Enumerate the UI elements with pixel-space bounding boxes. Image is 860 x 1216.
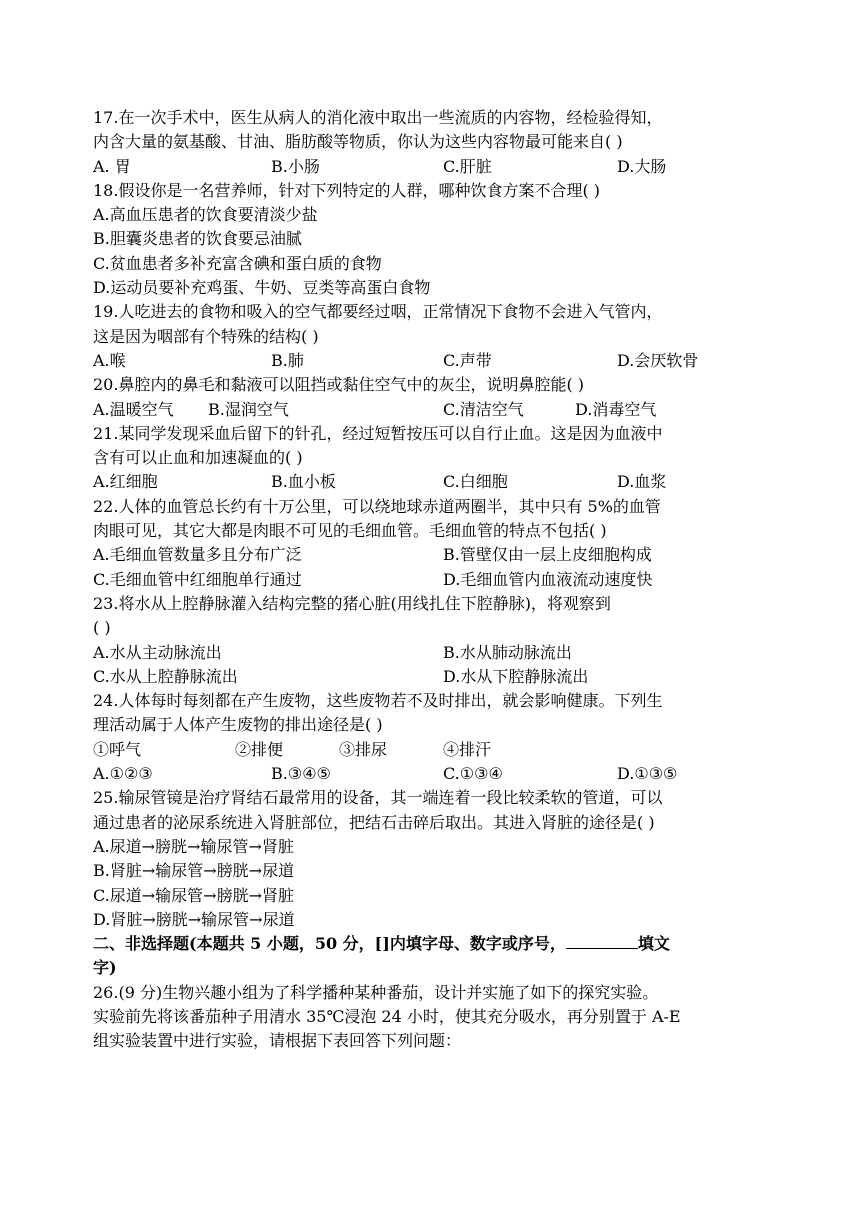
section-2-heading-line-2: 字) bbox=[93, 958, 117, 978]
q26-line-1: 26.(9 分)生物兴趣小组为了科学播种某种番茄，设计并实施了如下的探究实验。 bbox=[93, 982, 659, 1002]
q20-option-d: D.消毒空气 bbox=[575, 399, 657, 419]
q22-options-row-1 bbox=[93, 543, 773, 567]
q20-option-b: B.湿润空气 bbox=[208, 399, 289, 419]
q25-option-a: A.尿道→膀胱→输尿管→肾脏 bbox=[93, 836, 294, 856]
q26-line-3: 组实验装置中进行实验，请根据下表回答下列问题： bbox=[93, 1031, 462, 1051]
q25-option-c: C.尿道→输尿管→膀胱→肾脏 bbox=[93, 885, 294, 905]
q17-option-d: D.大肠 bbox=[617, 156, 667, 176]
q23-option-c: C.水从上腔静脉流出 bbox=[93, 666, 238, 686]
q22-option-b: B.管壁仅由一层上皮细胞构成 bbox=[443, 545, 652, 565]
q17-option-a: A. 胃 bbox=[93, 156, 131, 176]
q25-stem-line-1: 25.输尿管镜是治疗肾结石最常用的设备，其一端连着一段比较柔软的管道，可以 bbox=[93, 788, 663, 808]
q23-options-row-1 bbox=[93, 641, 773, 665]
q17-option-c: C.肝脏 bbox=[443, 156, 492, 176]
q25-option-b: B.肾脏→输尿管→膀胱→尿道 bbox=[93, 861, 295, 881]
section-2-heading-text: 二、非选择题(本题共 5 小题，50 分，[]内填字母、数字或序号， bbox=[93, 934, 566, 954]
q19-option-b: B.肺 bbox=[271, 350, 304, 370]
q18-option-a: A.高血压患者的饮食要清淡少盐 bbox=[93, 205, 318, 225]
q23-option-d: D.水从下腔静脉流出 bbox=[443, 666, 589, 686]
q22-option-d: D.毛细血管内血液流动速度快 bbox=[443, 569, 653, 589]
q21-option-a: A.红细胞 bbox=[93, 472, 158, 492]
q23-option-b: B.水从肺动脉流出 bbox=[443, 642, 572, 662]
q24-item-1: ①呼气 bbox=[93, 739, 142, 759]
q24-option-d: D.①③⑤ bbox=[617, 764, 678, 784]
q24-stem-line-1: 24.人体每时每刻都在产生废物，这些废物若不及时排出，就会影响健康。下列生 bbox=[93, 691, 663, 711]
q24-item-4: ④排汗 bbox=[443, 739, 492, 759]
q24-option-c: C.①③④ bbox=[443, 764, 503, 784]
q24-item-3: ③排尿 bbox=[339, 739, 388, 759]
q19-option-d: D.会厌软骨 bbox=[617, 350, 699, 370]
q21-stem-line-2: 含有可以止血和加速凝血的( ) bbox=[93, 448, 303, 468]
q23-options-row-2 bbox=[93, 665, 773, 689]
q23-stem-line-1: 23.将水从上腔静脉灌入结构完整的猪心脏(用线扎住下腔静脉)，将观察到 bbox=[93, 593, 611, 613]
q24-item-2: ②排便 bbox=[235, 739, 284, 759]
q22-options-row-2 bbox=[93, 568, 773, 592]
q25-option-d: D.肾脏→膀胱→输尿管→尿道 bbox=[93, 909, 295, 929]
q20-options bbox=[93, 398, 773, 422]
q20-option-a: A.温暖空气 bbox=[93, 399, 174, 419]
q24-option-a: A.①②③ bbox=[93, 764, 153, 784]
q24-option-b: B.③④⑤ bbox=[271, 764, 331, 784]
q21-option-c: C.白细胞 bbox=[443, 472, 508, 492]
q18-option-c: C.贫血患者多补充富含碘和蛋白质的食物 bbox=[93, 253, 382, 273]
q17-stem-line-1: 17.在一次手术中，医生从病人的消化液中取出一些流质的内容物，经检验得知， bbox=[93, 108, 663, 127]
q21-option-d: D.血浆 bbox=[617, 472, 667, 492]
q23-stem-line-2: ( ) bbox=[93, 618, 111, 638]
q21-options bbox=[93, 470, 773, 494]
q19-stem-line-1: 19.人吃进去的食物和吸入的空气都要经过咽，正常情况下食物不会进入气管内， bbox=[93, 302, 663, 322]
q19-option-c: C.声带 bbox=[443, 350, 492, 370]
q20-option-c: C.清洁空气 bbox=[443, 399, 524, 419]
q22-stem-line-2: 肉眼可见，其它大都是肉眼不可见的毛细血管。毛细血管的特点不包括( ) bbox=[93, 521, 607, 541]
q17-option-b: B.小肠 bbox=[271, 156, 320, 176]
section-2-heading-tail: 填文 bbox=[637, 934, 670, 954]
q21-stem-line-1: 21.某同学发现采血后留下的针孔，经过短暂按压可以自行止血。这是因为血液中 bbox=[93, 423, 663, 443]
q22-option-a: A.毛细血管数量多且分布广泛 bbox=[93, 545, 302, 565]
q24-stem-line-2: 理活动属于人体产生废物的排出途径是( ) bbox=[93, 715, 383, 735]
q18-option-d: D.运动员要补充鸡蛋、牛奶、豆类等高蛋白食物 bbox=[93, 278, 431, 298]
q26-line-2: 实验前先将该番茄种子用清水 35℃浸泡 24 小时，使其充分吸水，再分别置于 A-E bbox=[93, 1006, 681, 1026]
q23-option-a: A.水从主动脉流出 bbox=[93, 642, 222, 662]
q24-items bbox=[93, 738, 773, 762]
question-content bbox=[93, 106, 773, 1054]
q19-stem-line-2: 这是因为咽部有个特殊的结构( ) bbox=[93, 326, 319, 346]
q24-options bbox=[93, 762, 773, 786]
q17-stem-line-2: 内含大量的氨基酸、甘油、脂肪酸等物质，你认为这些内容物最可能来自( ) bbox=[93, 132, 623, 152]
fill-blank-line bbox=[566, 934, 638, 949]
q21-option-b: B.血小板 bbox=[271, 472, 336, 492]
q25-stem-line-2: 通过患者的泌尿系统进入肾脏部位，把结石击碎后取出。其进入肾脏的途径是( ) bbox=[93, 812, 655, 832]
q22-option-c: C.毛细血管中红细胞单行通过 bbox=[93, 569, 302, 589]
q18-stem-line-1: 18.假设你是一名营养师，针对下列特定的人群，哪种饮食方案不合理( ) bbox=[93, 180, 601, 200]
q22-stem-line-1: 22.人体的血管总长约有十万公里，可以绕地球赤道两圈半，其中只有 5%的血管 bbox=[93, 496, 661, 516]
q17-options bbox=[93, 155, 773, 179]
section-2-heading bbox=[93, 932, 773, 956]
q18-option-b: B.胆囊炎患者的饮食要忌油腻 bbox=[93, 229, 302, 249]
q19-options bbox=[93, 349, 773, 373]
q19-option-a: A.喉 bbox=[93, 350, 126, 370]
q20-stem-line-1: 20.鼻腔内的鼻毛和黏液可以阻挡或黏住空气中的灰尘，说明鼻腔能( ) bbox=[93, 375, 585, 395]
